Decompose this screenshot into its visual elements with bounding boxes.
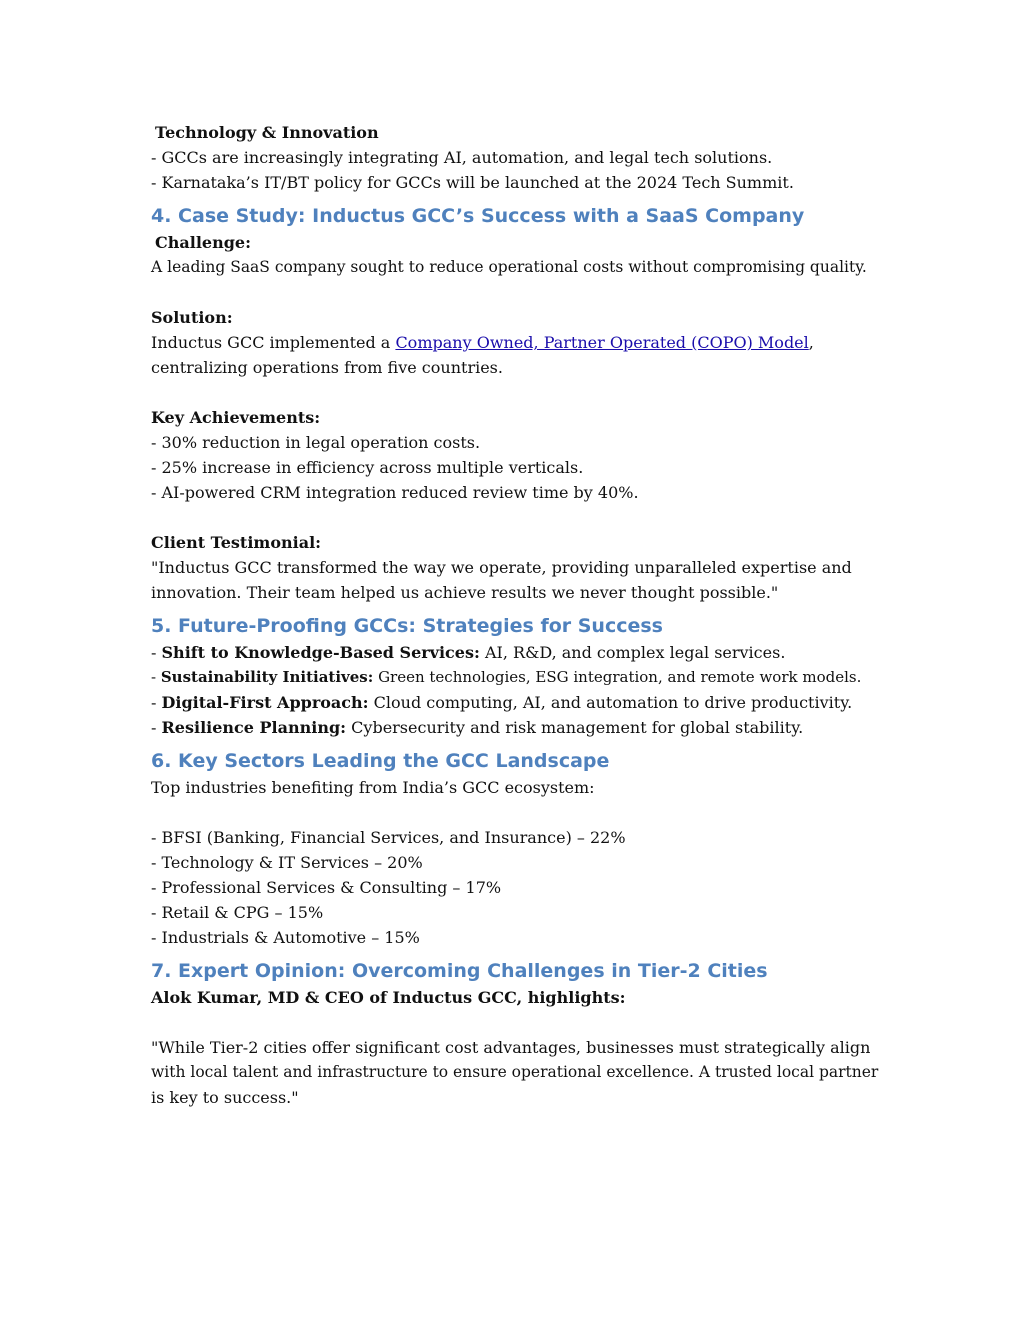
expert-quote: "While Tier-2 cities offer significant cost advantages, businesses must strategically align [151, 1038, 871, 1057]
solution-label: Solution: [151, 308, 233, 327]
solution-text [151, 330, 881, 355]
achievements-label: Key Achievements: [151, 408, 321, 427]
strategy-label: Sustainability Initiatives: [160, 668, 374, 686]
achievement-item: - 30% reduction in legal operation costs. [151, 433, 481, 452]
strategy-text: Cybersecurity and risk management for global stability. [346, 718, 804, 737]
strategy-label: Resilience Planning: [161, 718, 347, 737]
tech-item: - GCCs are increasingly integrating AI, automation, and legal tech solutions. [151, 148, 773, 167]
strategy-item: - Digital-First Approach: Cloud computing, AI, and automation to drive productivity. [151, 693, 853, 712]
strategy-item: - Sustainability Initiatives: Green technologies, ESG integration, and remote work models. [151, 668, 862, 686]
strategy-label: Shift to Knowledge-Based Services: [161, 643, 480, 662]
sector-item: - Professional Services & Consulting – 17% [151, 878, 502, 897]
strategy-text: Green technologies, ESG integration, and remote work models. [373, 668, 862, 686]
solution-text-after: , [808, 333, 814, 352]
expert-quote: with local talent and infrastructure to ensure operational excellence. A trusted local partner [151, 1063, 879, 1081]
section4-title: 4. Case Study: Inductus GCC’s Success with a SaaS Company [151, 205, 805, 227]
strategy-text: AI, R&D, and complex legal services. [479, 643, 786, 662]
challenge-label: Challenge: [155, 233, 251, 252]
section6-title: 6. Key Sectors Leading the GCC Landscape [151, 750, 610, 772]
sector-item: - BFSI (Banking, Financial Services, and Insurance) – 22% [151, 828, 626, 847]
document-page [151, 120, 881, 1110]
expert-quote: is key to success." [151, 1088, 299, 1107]
tech-heading: Technology & Innovation [155, 123, 379, 142]
testimonial-text: "Inductus GCC transformed the way we operate, providing unparalleled expertise and [151, 558, 852, 577]
strategy-item: - Resilience Planning: Cybersecurity and risk management for global stability. [151, 718, 804, 737]
strategy-text: Cloud computing, AI, and automation to drive productivity. [368, 693, 853, 712]
achievement-item: - 25% increase in efficiency across multiple verticals. [151, 458, 584, 477]
expert-byline: Alok Kumar, MD & CEO of Inductus GCC, highlights: [151, 988, 626, 1007]
challenge-text: A leading SaaS company sought to reduce operational costs without compromising quality. [151, 258, 867, 276]
sector-item: - Retail & CPG – 15% [151, 903, 324, 922]
testimonial-text: innovation. Their team helped us achieve results we never thought possible." [151, 583, 779, 602]
solution-text-before: Inductus GCC implemented a [151, 333, 396, 352]
strategy-label: Digital-First Approach: [161, 693, 369, 712]
testimonial-label: Client Testimonial: [151, 533, 322, 552]
solution-text-line2: centralizing operations from five countries. [151, 358, 503, 377]
copo-model-link[interactable]: Company Owned, Partner Operated (COPO) Model [395, 333, 809, 352]
sectors-intro: Top industries benefiting from India’s GCC ecosystem: [151, 778, 595, 797]
sector-item: - Technology & IT Services – 20% [151, 853, 423, 872]
sector-item: - Industrials & Automotive – 15% [151, 928, 420, 947]
tech-item: - Karnataka’s IT/BT policy for GCCs will be launched at the 2024 Tech Summit. [151, 173, 794, 192]
section7-title: 7. Expert Opinion: Overcoming Challenges in Tier-2 Cities [151, 960, 768, 982]
achievement-item: - AI-powered CRM integration reduced review time by 40%. [151, 483, 639, 502]
strategy-item: - Shift to Knowledge-Based Services: AI, R&D, and complex legal services. [151, 643, 786, 662]
section5-title: 5. Future-Proofing GCCs: Strategies for Success [151, 615, 663, 637]
